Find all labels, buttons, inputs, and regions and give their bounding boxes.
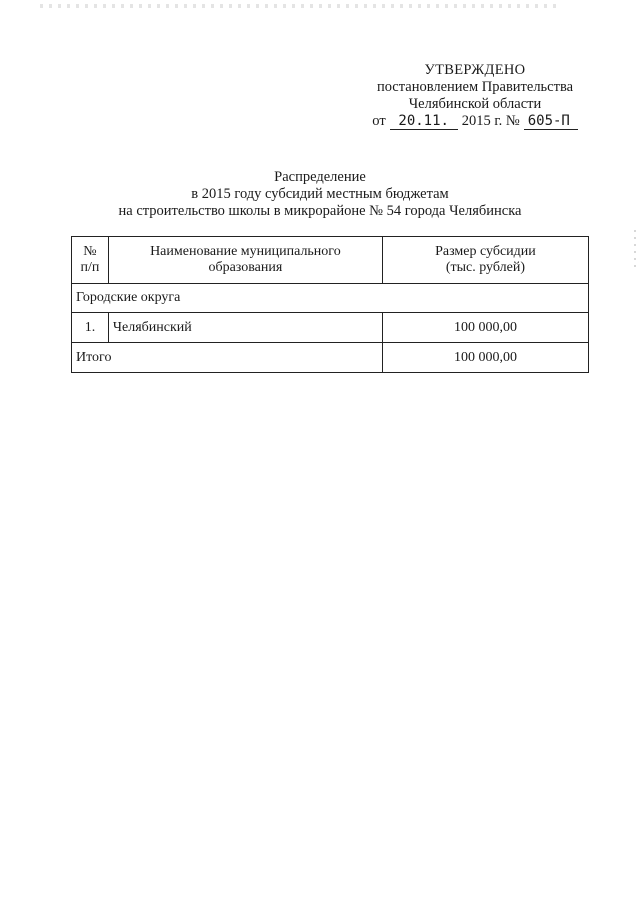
subsidy-table <box>71 236 589 373</box>
heading-line-1: Распределение <box>274 169 366 185</box>
row-number: 1. <box>72 313 109 343</box>
header-name-line-1: Наименование муниципального <box>150 244 341 259</box>
table-row <box>72 313 589 343</box>
from-label: от <box>372 113 386 129</box>
header-name-cell <box>108 237 382 284</box>
document-heading <box>0 169 640 220</box>
row-amount: 100 000,00 <box>382 313 588 343</box>
approval-line-1: постановлением Правительства <box>376 79 574 95</box>
total-row <box>72 343 589 373</box>
year-text: 2015 г. № <box>461 113 520 129</box>
handwritten-date: 20.11. <box>390 114 458 130</box>
approval-title: УТВЕРЖДЕНО <box>424 62 526 78</box>
approval-date-line <box>360 113 590 130</box>
header-amount-line-1: Размер субсидии <box>435 244 536 259</box>
header-number-line-1: № <box>83 244 97 259</box>
header-amount-line-2: (тыс. рублей) <box>445 260 526 275</box>
heading-line-3: на строительство школы в микрорайоне № 54 города Челябинска <box>118 203 522 219</box>
handwritten-number: 605-П <box>524 114 578 130</box>
group-label: Городские округа <box>72 284 589 313</box>
approval-line-2: Челябинской области <box>408 96 542 112</box>
heading-line-2: в 2015 году субсидий местным бюджетам <box>191 186 449 202</box>
row-name: Челябинский <box>108 313 382 343</box>
scan-edge-artifact <box>634 230 636 270</box>
header-name-line-2: образования <box>208 260 283 275</box>
table-header-row <box>72 237 589 284</box>
group-row <box>72 284 589 313</box>
total-label: Итого <box>72 343 383 373</box>
total-amount: 100 000,00 <box>382 343 588 373</box>
approval-stamp <box>360 62 590 130</box>
scan-artifact <box>40 4 560 8</box>
header-amount-cell <box>382 237 588 284</box>
header-number-line-2: п/п <box>80 260 100 275</box>
header-number-cell <box>72 237 109 284</box>
